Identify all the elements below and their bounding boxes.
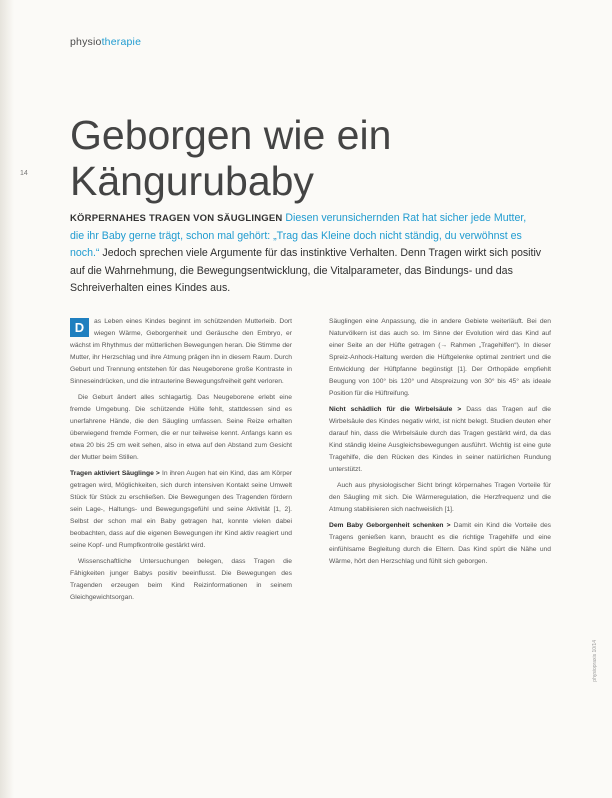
- scan-edge-shadow: [0, 0, 14, 798]
- paragraph: Auch aus physiologischer Sicht bringt körpernahes Tragen Vorteile für den Säugling mit sich. Die Wärmeregulation, die Herzfrequenz und die Atmung stabilisieren sich nachweislich [1].: [329, 482, 551, 513]
- article-column-right: [329, 316, 551, 572]
- section-label-suffix: therapie: [101, 36, 142, 48]
- article-title: Geborgen wie ein Kängurubaby: [70, 112, 392, 204]
- paragraph: Säuglingen eine Anpassung, die in andere Gebiete weiterläuft. Bei den Naturvölkern ist das auch so. Im Sinne der Evolution wird das Kind auf einer Seite an der Hüfte getragen (→ Rahmen „Tragehilfen“). In dieser Spreiz-Anhock-Haltung werden die Hüftgelenke optimal zentriert und die Entwicklung der Hüftpfanne begünstigt [1]. Der Orthopäde empfiehlt Beugung von 100° bis 120° und Abspreizung von 30° bis 45° als ideale Position für die Hüftreifung.: [329, 318, 551, 397]
- section-label: [70, 36, 141, 48]
- article-column-left: [70, 316, 292, 608]
- side-note: physiopraxis 10/14: [592, 640, 598, 682]
- drop-cap: D: [70, 318, 89, 337]
- article-kicker: KÖRPERNAHES TRAGEN VON SÄUGLINGEN: [70, 213, 283, 224]
- paragraph: Die Geburt ändert alles schlagartig. Das Neugeborene erlebt eine fremde Umgebung. Die schützende Hülle fehlt, stattdessen sind es unerfahrene Hände, die den Säugling umfassen. Seine Reize erhalten überwiegend fremde Formen, die er nur teilweise kennt. Anfangs kann es etwa 20 bis 25 cm weit sehen, also in etwa auf den Abstand zum Gesicht der Mutter beim Stillen.: [70, 394, 292, 461]
- section-label-prefix: physio: [70, 36, 102, 48]
- paragraph-text: Dass das Tragen auf die Wirbelsäule des Kindes negativ wirkt, ist nicht belegt. Studien deuten eher darauf hin, dass die Wirbelsäule durch das Tragen gestärkt wird, da das Kind ständig kleine Ausgleichsbewegungen ausführt. Wichtig ist eine gute Tragehilfe, die den Rücken des Kindes in seiner natürlichen Rundung unterstützt.: [329, 406, 552, 473]
- subheading: Nicht schädlich für die Wirbelsäule >: [329, 406, 462, 413]
- paragraph-text: In ihren Augen hat ein Kind, das am Körper getragen wird, Möglichkeiten, sich durch intensiven Kontakt seine Umwelt Stück für Stück zu erschließen. Die Bewegungen des Tragenden fördern sein Lage-, Haltungs- und Bewegungsgefühl und seine Aktivität [1, 2]. Selbst der schon mal ein Baby getragen hat, konnte vielen dabei beobachten, dass auf die eigenen Bewegungen ihr Kind aktiv reagiert und seine Kopf- und Rumpfkontrolle gestärkt wird.: [70, 470, 293, 549]
- paragraph-with-subhead: [70, 468, 292, 552]
- article-lead: [70, 210, 542, 298]
- paragraph-intro-text: as Leben eines Kindes beginnt im schützenden Mutterleib. Dort wiegen Wärme, Geborgenheit und Geräusche den Embryo, er wächst im Rhythmus der mütterlichen Bewegungen heran. Die Stimme der Mutter, ihr Herzschlag und ihre Atmung prägen ihn in diesem Raum. Durch Geburt und Trennung entstehen für das Neugeborene große Kontraste in Sinneseindrücken, und die intrauterine Bewegungsfreiheit geht verloren.: [70, 318, 292, 385]
- subheading: Tragen aktiviert Säuglinge >: [70, 470, 160, 477]
- paragraph-with-subhead: [329, 404, 551, 476]
- paragraph-with-subhead: [329, 520, 551, 568]
- lead-body: Jedoch sprechen viele Argumente für das instinktive Verhalten. Denn Tragen wirkt sich positiv auf die Wahrnehmung, die Bewegungsentwicklung, die Vitalparameter, das Bindungs- und das Schreiverhalten eines Kindes aus.: [70, 247, 542, 295]
- paragraph-intro: [70, 316, 292, 388]
- lead-intro: Diesen verunsichernden Rat hat sicher jede Mutter, die ihr Baby gerne trägt, schon mal gehört: „Trag das Kleine doch nicht ständig, du verwöhnst es noch.“: [70, 212, 527, 260]
- paragraph: Wissenschaftliche Untersuchungen belegen, dass Tragen die Fähigkeiten junger Babys positiv beeinflusst. Die Bewegungen des Tragenden erzeugen beim Kind Reizinformationen in seinem Gleichgewichtsorgan.: [70, 558, 292, 601]
- page-number: 14: [20, 170, 28, 177]
- subheading: Dem Baby Geborgenheit schenken >: [329, 522, 451, 529]
- paragraph-text: Damit ein Kind die Vorteile des Tragens genießen kann, braucht es die richtige Tragehilfe und eine einfühlsame Begleitung durch die Eltern. Das Kind spürt die Nähe und Wärme, hört den Herzschlag und fühlt sich geborgen.: [329, 522, 552, 565]
